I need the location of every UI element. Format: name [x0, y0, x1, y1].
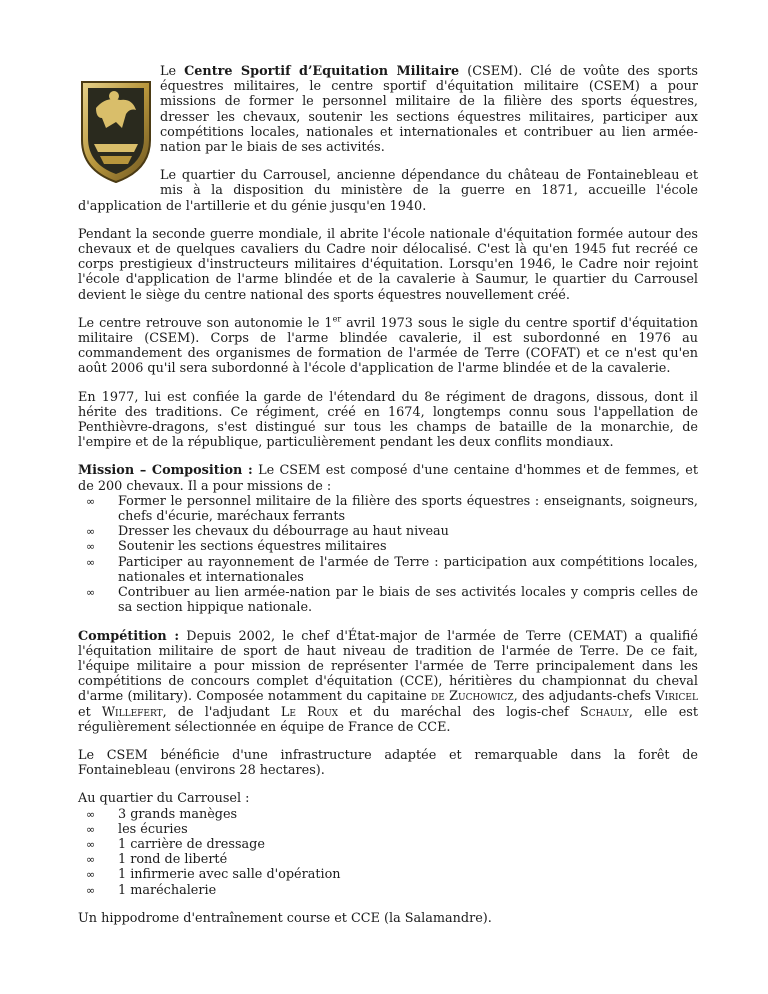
list-item: ∞ Dresser les chevaux du débourrage au haut niveau: [86, 524, 449, 540]
carrousel-heading: Au quartier du Carrousel :: [78, 791, 250, 807]
list-item: ∞ les écuries: [86, 821, 188, 837]
centre-title: Centre Sportif d’Equitation Militaire: [184, 64, 460, 79]
list-item: ∞ Participer au rayonnement de l'armée de Terre : participation aux compétitions locales, nationales et internationales: [86, 554, 698, 585]
infinity-bullet-icon: ∞: [86, 555, 96, 569]
csem-badge-logo: [76, 78, 156, 186]
infinity-bullet-icon: ∞: [86, 868, 96, 882]
infinity-bullet-icon: ∞: [86, 853, 96, 867]
history-paragraph-2: Pendant la seconde guerre mondiale, il abrite l'école nationale d'équitation formée autour des chevaux et de quelques cavaliers du Cadre noir délocalisé. C'est là qu'en 1945 fut recréé ce corps prestigieux d'instructeurs militaires d'équitation. Lorsqu'en 1946, le Cadre noir rejoint l'école d'application de l'arme blindée et de la cavalerie à Saumur, le quartier du Carrousel devient le siège du centre national des sports équestres nouvellement créé.: [78, 226, 698, 303]
history-paragraph-3: Le centre retrouve son autonomie le 1er avril 1973 sous le sigle du centre sportif d'équitation militaire (CSEM). Corps de l'arme blindée cavalerie, il est subordonné en 1976 au commandement des organismes de formation de l'armée de Terre (COFAT) et ce n'est qu'en août 2006 qu'il sera subordonné à l'école d'application de l'arme blindée et de la cavalerie.: [78, 314, 698, 377]
mission-list: [78, 494, 698, 616]
mission-heading: Mission – Composition :: [78, 463, 253, 479]
competition-heading: Compétition :: [78, 628, 180, 644]
infinity-bullet-icon: ∞: [86, 883, 96, 897]
list-item: ∞ 1 rond de liberté: [86, 852, 228, 868]
infinity-bullet-icon: ∞: [86, 837, 96, 851]
list-item: ∞ 1 infirmerie avec salle d'opération: [86, 867, 341, 883]
history-paragraph-1: Le quartier du Carrousel, ancienne dépendance du château de Fontainebleau et mis à la disposition du ministère de la guerre en 1871, accueille l'école d'application de l'artillerie et du génie jusqu'en 1940.: [78, 168, 698, 214]
infinity-bullet-icon: ∞: [86, 540, 96, 554]
infinity-bullet-icon: ∞: [86, 525, 96, 539]
infinity-bullet-icon: ∞: [86, 807, 96, 821]
intro-paragraph: Le Centre Sportif d’Equitation Militaire (CSEM). Clé de voûte des sports équestres militaires, le centre sportif d'équitation militaire (CSEM) a pour missions de former le personnel militaire de la filière des sports équestres, dresser les chevaux, soutenir les sections équestres militaires, participer aux compétitions locales, nationales et internationales et contribuer au lien armée-nation par le biais de ses activités.: [78, 64, 698, 155]
list-item: ∞ 1 carrière de dressage: [86, 836, 265, 852]
list-item: ∞ Contribuer au lien armée-nation par le biais de ses activités locales y compris celles de sa section hippique nationale.: [86, 585, 698, 616]
hippodrome-paragraph: Un hippodrome d'entraînement course et CCE (la Salamandre).: [78, 910, 492, 926]
mission-paragraph: Mission – Composition : Le CSEM est composé d'une centaine d'hommes et de femmes, et de 200 chevaux. Il a pour missions de :: [78, 463, 699, 494]
carrousel-list: [78, 807, 698, 898]
infinity-bullet-icon: ∞: [86, 494, 96, 508]
traditions-paragraph: En 1977, lui est confiée la garde de l'étendard du 8e régiment de dragons, dissous, dont il hérite des traditions. Ce régiment, créé en 1674, longtemps connu sous l'appellation de Penthièvre-dragons, s'est distingué sur tous les champs de bataille de la monarchie, de l'empire et de la république, particulièrement pendant les deux conflits mondiaux.: [78, 389, 698, 451]
list-item: ∞ 1 maréchalerie: [86, 882, 217, 898]
list-item: ∞ Former le personnel militaire de la filière des sports équestres : enseignants, soigneurs, chefs d'écurie, maréchaux ferrants: [86, 493, 698, 525]
list-item: ∞ Soutenir les sections équestres militaires: [86, 539, 387, 555]
document-page: [78, 64, 698, 939]
infinity-bullet-icon: ∞: [86, 586, 96, 600]
infinity-bullet-icon: ∞: [86, 822, 96, 836]
competition-paragraph: Compétition : Depuis 2002, le chef d'État-major de l'armée de Terre (CEMAT) a qualifié l'équitation militaire de sport de haut niveau de tradition de l'armée de Terre. De ce fait, l'équipe militaire a pour mission de représenter l'armée de Terre principalement dans les compétitions de concours complet d'équitation (CCE), héritières du championnat du cheval d'arme (military). Composée notamment du capitaine de Zuchowicz, des adjudants-chefs Viricel et Willefert, de l'adjudant Le Roux et du maréchal des logis-chef Schauly, elle est régulièrement sélectionnée en équipe de France de CCE.: [78, 628, 698, 735]
list-item: ∞ 3 grands manèges: [86, 806, 238, 822]
infrastructure-paragraph: Le CSEM bénéficie d'une infrastructure adaptée et remarquable dans la forêt de Fontainebleau (environs 28 hectares).: [78, 747, 698, 779]
